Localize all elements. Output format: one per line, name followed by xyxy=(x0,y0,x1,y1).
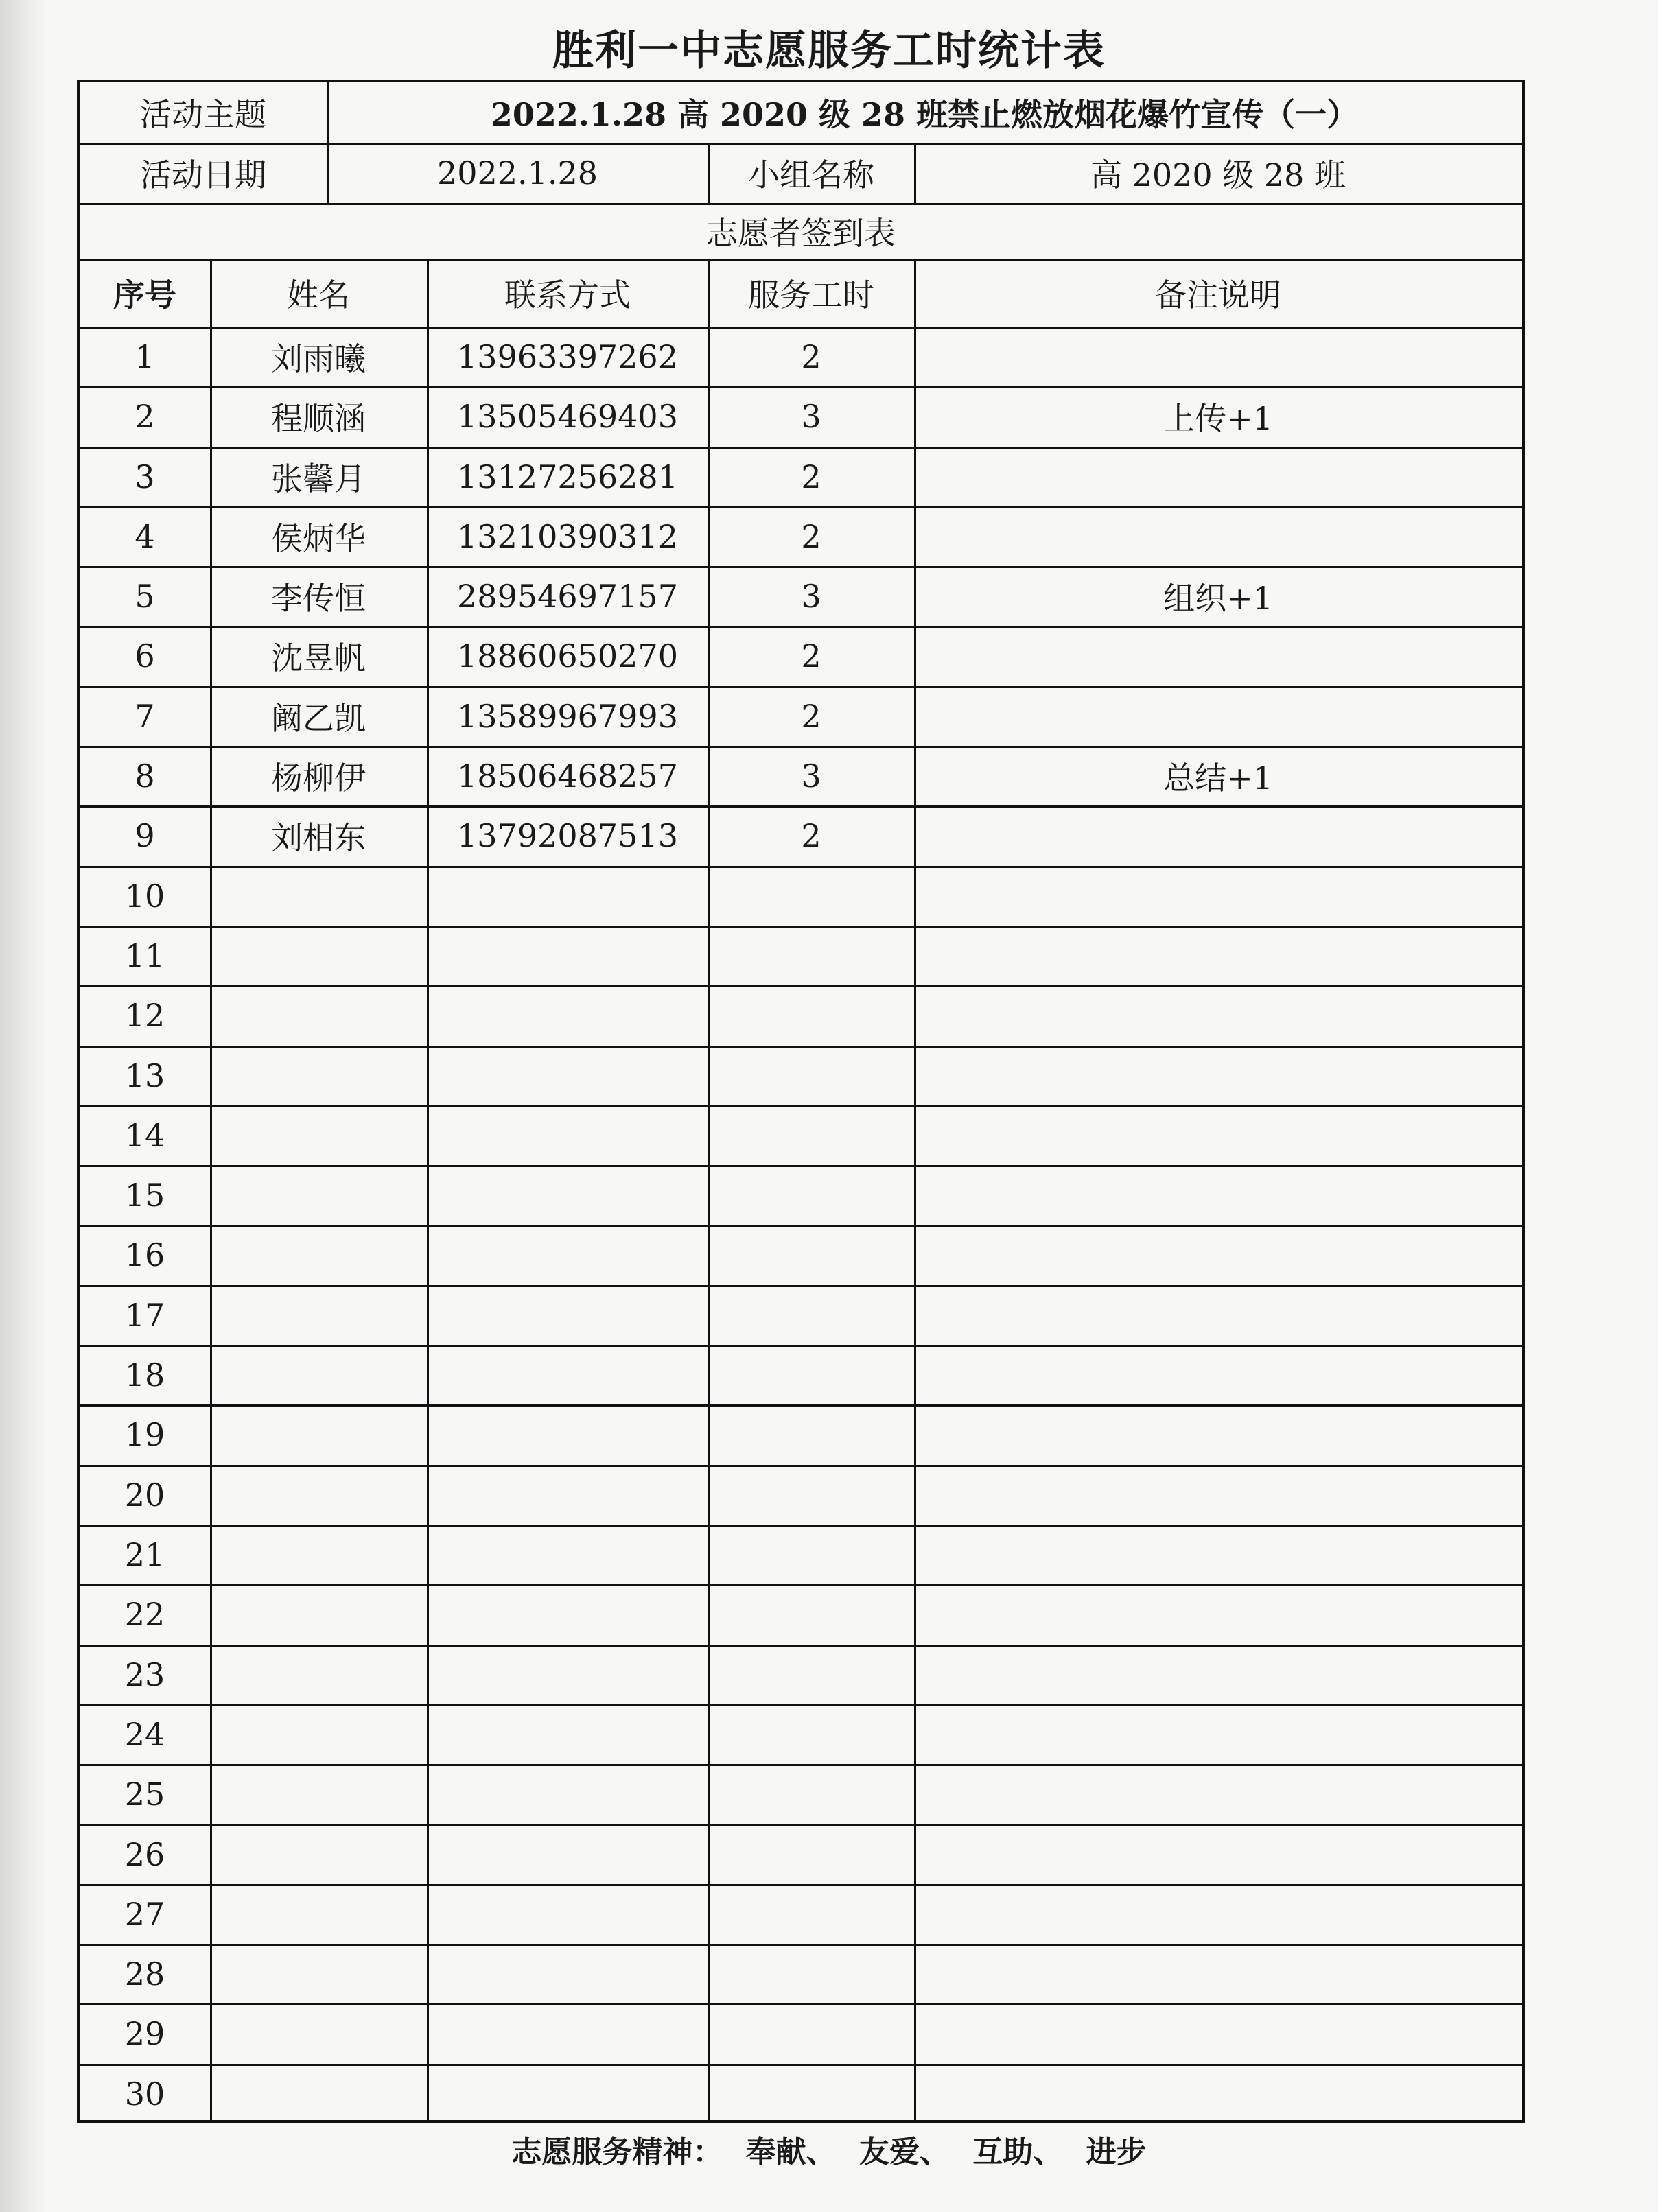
service-hours xyxy=(708,1764,914,1824)
remark xyxy=(914,1285,1522,1345)
row-number: 11 xyxy=(124,937,165,974)
volunteer-name xyxy=(210,1525,427,1584)
row-number: 25 xyxy=(124,1776,165,1813)
phone-number: 28954697157 xyxy=(457,577,678,615)
row-number: 10 xyxy=(124,877,165,915)
service-hours xyxy=(708,866,914,926)
volunteer-name: 刘相东 xyxy=(271,819,366,856)
row-number: 19 xyxy=(124,1416,165,1453)
row-number: 8 xyxy=(135,757,155,795)
service-hours xyxy=(708,1285,914,1345)
row-number: 24 xyxy=(124,1715,165,1753)
col-header-note: 备注说明 xyxy=(1155,276,1281,314)
volunteer-name: 刘雨曦 xyxy=(271,340,366,377)
col-header-name: 姓名 xyxy=(287,276,350,314)
remark xyxy=(914,1764,1522,1824)
phone-number xyxy=(427,866,708,926)
volunteer-name xyxy=(210,1225,427,1285)
service-hours: 2 xyxy=(801,458,821,495)
row-number: 29 xyxy=(124,2015,165,2052)
service-hours xyxy=(708,2003,914,2064)
volunteer-name: 杨柳伊 xyxy=(271,759,366,797)
grid-line xyxy=(327,82,329,143)
service-hours xyxy=(708,1645,914,1704)
remark xyxy=(914,506,1522,566)
footer-motto: 志愿服务精神： 奉献、 友爱、 互助、 进步 xyxy=(511,2134,1147,2169)
volunteer-name xyxy=(210,1645,427,1704)
row-number: 27 xyxy=(124,1895,165,1933)
volunteer-name xyxy=(210,1105,427,1165)
remark xyxy=(914,1165,1522,1225)
volunteer-name xyxy=(210,866,427,926)
remark xyxy=(914,866,1522,926)
service-hours xyxy=(708,1704,914,1764)
remark xyxy=(914,805,1522,866)
phone-number xyxy=(427,1345,708,1404)
service-hours xyxy=(708,1525,914,1584)
remark xyxy=(914,1944,1522,2003)
service-hours xyxy=(708,1824,914,1884)
phone-number xyxy=(427,1645,708,1704)
remark xyxy=(914,2064,1522,2123)
row-number: 28 xyxy=(124,1955,165,1992)
remark xyxy=(914,1584,1522,1645)
date-value: 2022.1.28 xyxy=(436,154,598,191)
volunteer-name xyxy=(210,1704,427,1764)
volunteer-name xyxy=(210,1165,427,1225)
col-header-hours: 服务工时 xyxy=(748,276,874,314)
service-hours: 3 xyxy=(801,398,821,435)
remark xyxy=(914,1525,1522,1584)
row-number: 18 xyxy=(124,1356,165,1393)
row-number: 21 xyxy=(124,1536,165,1573)
row-number: 20 xyxy=(124,1476,165,1514)
remark xyxy=(914,1345,1522,1404)
volunteer-name xyxy=(210,1465,427,1525)
remark xyxy=(914,626,1522,686)
service-hours xyxy=(708,1225,914,1285)
volunteer-name xyxy=(210,2064,427,2123)
phone-number xyxy=(427,926,708,985)
service-hours xyxy=(708,1404,914,1465)
volunteer-name: 李传恒 xyxy=(271,579,366,617)
service-hours xyxy=(708,926,914,985)
row-number: 23 xyxy=(124,1656,165,1693)
remark xyxy=(914,1105,1522,1165)
volunteer-name xyxy=(210,1764,427,1824)
service-hours xyxy=(708,1105,914,1165)
group-value: 高 2020 级 28 班 xyxy=(1090,156,1346,193)
group-label: 小组名称 xyxy=(748,156,874,193)
phone-number: 13210390312 xyxy=(457,517,678,555)
signin-title: 志愿者签到表 xyxy=(706,215,896,252)
service-hours xyxy=(708,985,914,1046)
page-title: 胜利一中志愿服务工时统计表 xyxy=(552,27,1106,75)
phone-number xyxy=(427,1465,708,1525)
volunteer-name xyxy=(210,1285,427,1345)
row-number: 5 xyxy=(135,577,155,615)
volunteer-name xyxy=(210,1404,427,1465)
volunteer-name: 程顺涵 xyxy=(271,400,366,437)
remark xyxy=(914,1404,1522,1465)
phone-number xyxy=(427,1944,708,2003)
row-number: 15 xyxy=(124,1176,165,1214)
row-number: 17 xyxy=(124,1296,165,1334)
remark xyxy=(914,327,1522,386)
remark: 总结+1 xyxy=(1163,759,1273,797)
remark xyxy=(914,1884,1522,1944)
remark xyxy=(914,985,1522,1046)
remark xyxy=(914,1704,1522,1764)
phone-number xyxy=(427,985,708,1046)
volunteer-name xyxy=(210,1584,427,1645)
phone-number xyxy=(427,1404,708,1465)
service-hours: 2 xyxy=(801,517,821,555)
row-number: 30 xyxy=(124,2075,165,2113)
grid-line xyxy=(914,259,916,2123)
row-number: 2 xyxy=(135,398,155,435)
topic-value: 2022.1.28 高 2020 级 28 班禁止燃放烟花爆竹宣传（一） xyxy=(490,96,1359,133)
volunteer-name xyxy=(210,2003,427,2064)
remark: 上传+1 xyxy=(1163,400,1273,437)
remark xyxy=(914,1046,1522,1105)
phone-number: 18506468257 xyxy=(457,757,678,795)
phone-number xyxy=(427,1046,708,1105)
volunteer-name xyxy=(210,926,427,985)
service-hours xyxy=(708,2064,914,2123)
volunteer-name: 侯炳华 xyxy=(271,519,366,557)
volunteer-name xyxy=(210,985,427,1046)
volunteer-name: 沈昱帆 xyxy=(271,639,366,676)
remark xyxy=(914,447,1522,506)
service-hours: 2 xyxy=(801,817,821,854)
row-number: 26 xyxy=(124,1835,165,1873)
volunteer-hours-table xyxy=(77,80,1525,2123)
row-number: 7 xyxy=(135,697,155,735)
remark xyxy=(914,686,1522,746)
volunteer-name xyxy=(210,1046,427,1105)
service-hours: 2 xyxy=(801,637,821,674)
service-hours: 3 xyxy=(801,577,821,615)
volunteer-name: 阚乙凯 xyxy=(271,699,366,737)
remark xyxy=(914,926,1522,985)
grid-line xyxy=(327,143,329,203)
service-hours xyxy=(708,1884,914,1944)
phone-number: 13963397262 xyxy=(457,338,678,375)
remark xyxy=(914,1824,1522,1884)
service-hours xyxy=(708,1465,914,1525)
remark xyxy=(914,1225,1522,1285)
row-number: 6 xyxy=(135,637,155,674)
row-number: 3 xyxy=(135,458,155,495)
row-number: 1 xyxy=(135,338,155,375)
volunteer-name xyxy=(210,1884,427,1944)
phone-number xyxy=(427,1105,708,1165)
phone-number xyxy=(427,2003,708,2064)
remark xyxy=(914,2003,1522,2064)
remark xyxy=(914,1465,1522,1525)
row-number: 14 xyxy=(124,1116,165,1154)
phone-number: 13589967993 xyxy=(457,697,678,735)
phone-number xyxy=(427,2064,708,2123)
service-hours xyxy=(708,1165,914,1225)
row-number: 4 xyxy=(135,517,155,555)
row-number: 22 xyxy=(124,1596,165,1633)
date-label: 活动日期 xyxy=(140,156,266,193)
row-number: 16 xyxy=(124,1236,165,1273)
service-hours: 2 xyxy=(801,697,821,735)
volunteer-name xyxy=(210,1944,427,2003)
row-number: 13 xyxy=(124,1057,165,1094)
row-number: 9 xyxy=(135,817,155,854)
phone-number xyxy=(427,1285,708,1345)
binding-shadow xyxy=(0,0,48,2212)
phone-number: 13792087513 xyxy=(457,817,678,854)
remark: 组织+1 xyxy=(1163,579,1273,617)
col-header-no: 序号 xyxy=(113,276,176,314)
phone-number xyxy=(427,1884,708,1944)
phone-number xyxy=(427,1165,708,1225)
phone-number xyxy=(427,1584,708,1645)
topic-label: 活动主题 xyxy=(140,96,266,133)
grid-line xyxy=(427,259,429,2123)
phone-number: 18860650270 xyxy=(457,637,678,674)
service-hours: 2 xyxy=(801,338,821,375)
phone-number xyxy=(427,1525,708,1584)
volunteer-name xyxy=(210,1824,427,1884)
grid-line xyxy=(210,259,212,2123)
service-hours: 3 xyxy=(801,757,821,795)
col-header-phone: 联系方式 xyxy=(504,276,631,314)
service-hours xyxy=(708,1584,914,1645)
remark xyxy=(914,1645,1522,1704)
phone-number: 13505469403 xyxy=(457,398,678,435)
row-number: 12 xyxy=(124,997,165,1034)
volunteer-name xyxy=(210,1345,427,1404)
service-hours xyxy=(708,1046,914,1105)
grid-line xyxy=(708,259,710,2123)
phone-number xyxy=(427,1764,708,1824)
service-hours xyxy=(708,1944,914,2003)
phone-number xyxy=(427,1225,708,1285)
phone-number: 13127256281 xyxy=(457,458,678,495)
phone-number xyxy=(427,1704,708,1764)
service-hours xyxy=(708,1345,914,1404)
volunteer-name: 张馨月 xyxy=(271,460,366,497)
grid-line xyxy=(708,143,710,203)
phone-number xyxy=(427,1824,708,1884)
grid-line xyxy=(914,143,916,203)
